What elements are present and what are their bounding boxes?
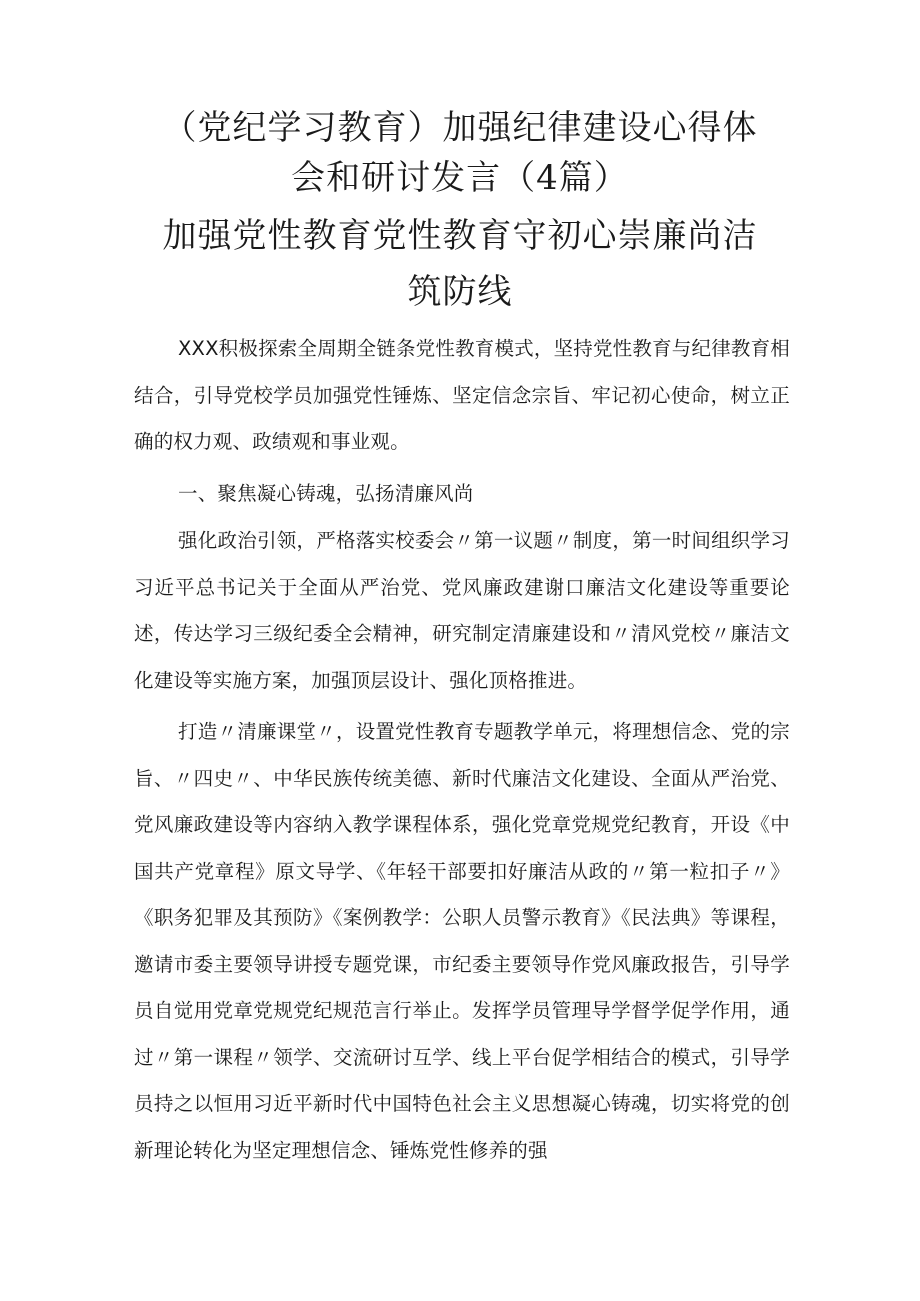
body-paragraph-1: 强化政治引领，严格落实校委会〃第一议题〃制度，第一时间组织学习习近平总书记关于全面从严治党、党风廉政建谢口廉洁文化建设等重要论述，传达学习三级纪委全会精神，研究制定清廉建设和〃清风党校〃廉洁文化建设等实施方案，加强顶层设计、强化顶格推进。 <box>134 529 790 692</box>
intro-paragraph: XXX积极探索全周期全链条党性教育模式，坚持党性教育与纪律教育相结合，引导党校学员加强党性锤炼、坚定信念宗旨、牢记初心使命，树立正确的权力观、政绩观和事业观。 <box>134 337 790 453</box>
document-title-line-4: 筑防线 <box>407 272 513 312</box>
document-title-line-3: 加强党性教育党性教育守初心崇廉尚洁 <box>162 216 758 256</box>
body-paragraph-2: 打造〃清廉课堂〃，设置党性教育专题教学单元，将理想信念、党的宗旨、〃四史〃、中华民族传统美德、新时代廉洁文化建设、全面从严治党、党风廉政建设等内容纳入教学课程体系，强化党章党规党纪教育，开设《中国共产党章程》原文导学、《年轻干部要扣好廉洁从政的〃第一粒扣子〃》《职务犯罪及其预防》《案例教学：公职人员警示教育》《民法典》等课程，邀请市委主要领导讲授专题党课，市纪委主要领导作党风廉政报告，引导学员自觉用党章党规党纪规范言行举止。发挥学员管理导学督学促学作用，通过〃第一课程〃领学、交流研讨互学、线上平台促学相结合的模式，引导学员持之以恒用习近平新时代中国特色社会主义思想凝心铸魂，切实将党的创新理论转化为坚定理想信念、锤炼党性修养的强 <box>134 720 790 1162</box>
document-title-line-2: 会和研讨发言（4篇） <box>291 158 629 198</box>
document-title-line-1: （党纪学习教育）加强纪律建设心得体 <box>162 108 758 148</box>
section-heading: 一、聚焦凝心铸魂，弘扬清廉风尚 <box>178 482 474 505</box>
